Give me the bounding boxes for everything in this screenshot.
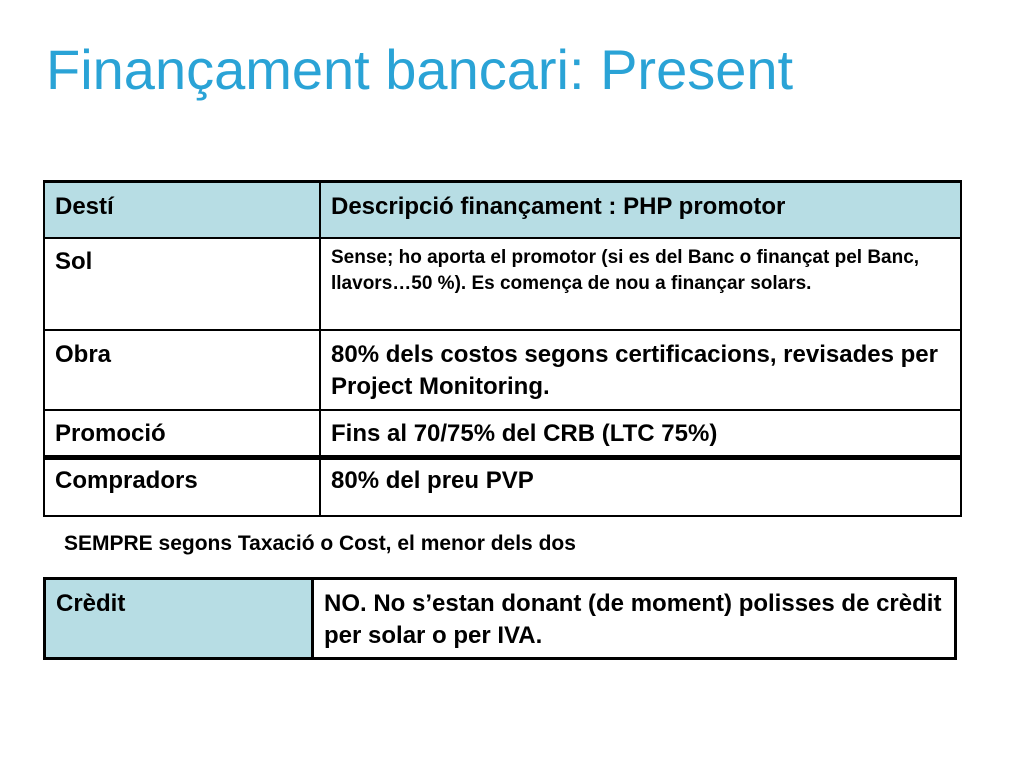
row-value-obra: 80% dels costos segons certificacions, revisades per Project Monitoring. xyxy=(320,330,961,410)
table-row xyxy=(44,458,961,516)
header-cell-desti: Destí xyxy=(44,182,320,238)
row-key-sol: Sol xyxy=(44,238,320,330)
row-key-compradors: Compradors xyxy=(44,458,320,516)
footnote: SEMPRE segons Taxació o Cost, el menor dels dos xyxy=(64,532,576,555)
row-key-obra: Obra xyxy=(44,330,320,410)
row-key-credit: Crèdit xyxy=(45,579,313,659)
table-row xyxy=(44,330,961,410)
table-header-row xyxy=(44,182,961,238)
row-value-promocio: Fins al 70/75% del CRB (LTC 75%) xyxy=(320,410,961,458)
row-key-promocio: Promoció xyxy=(44,410,320,458)
table-row xyxy=(45,579,956,659)
row-value-credit: NO. No s’estan donant (de moment) polisses de crèdit per solar o per IVA. xyxy=(313,579,956,659)
header-cell-descripcio: Descripció finançament : PHP promotor xyxy=(320,182,961,238)
financing-table xyxy=(43,180,962,517)
credit-table xyxy=(43,577,957,660)
table-row xyxy=(44,410,961,458)
table-row xyxy=(44,238,961,330)
row-value-compradors: 80% del preu PVP xyxy=(320,458,961,516)
row-value-sol: Sense; ho aporta el promotor (si es del Banc o finançat pel Banc, llavors…50 %). Es comença de nou a finançar solars. xyxy=(320,238,961,330)
slide-title: Finançament bancari: Present xyxy=(46,38,794,101)
